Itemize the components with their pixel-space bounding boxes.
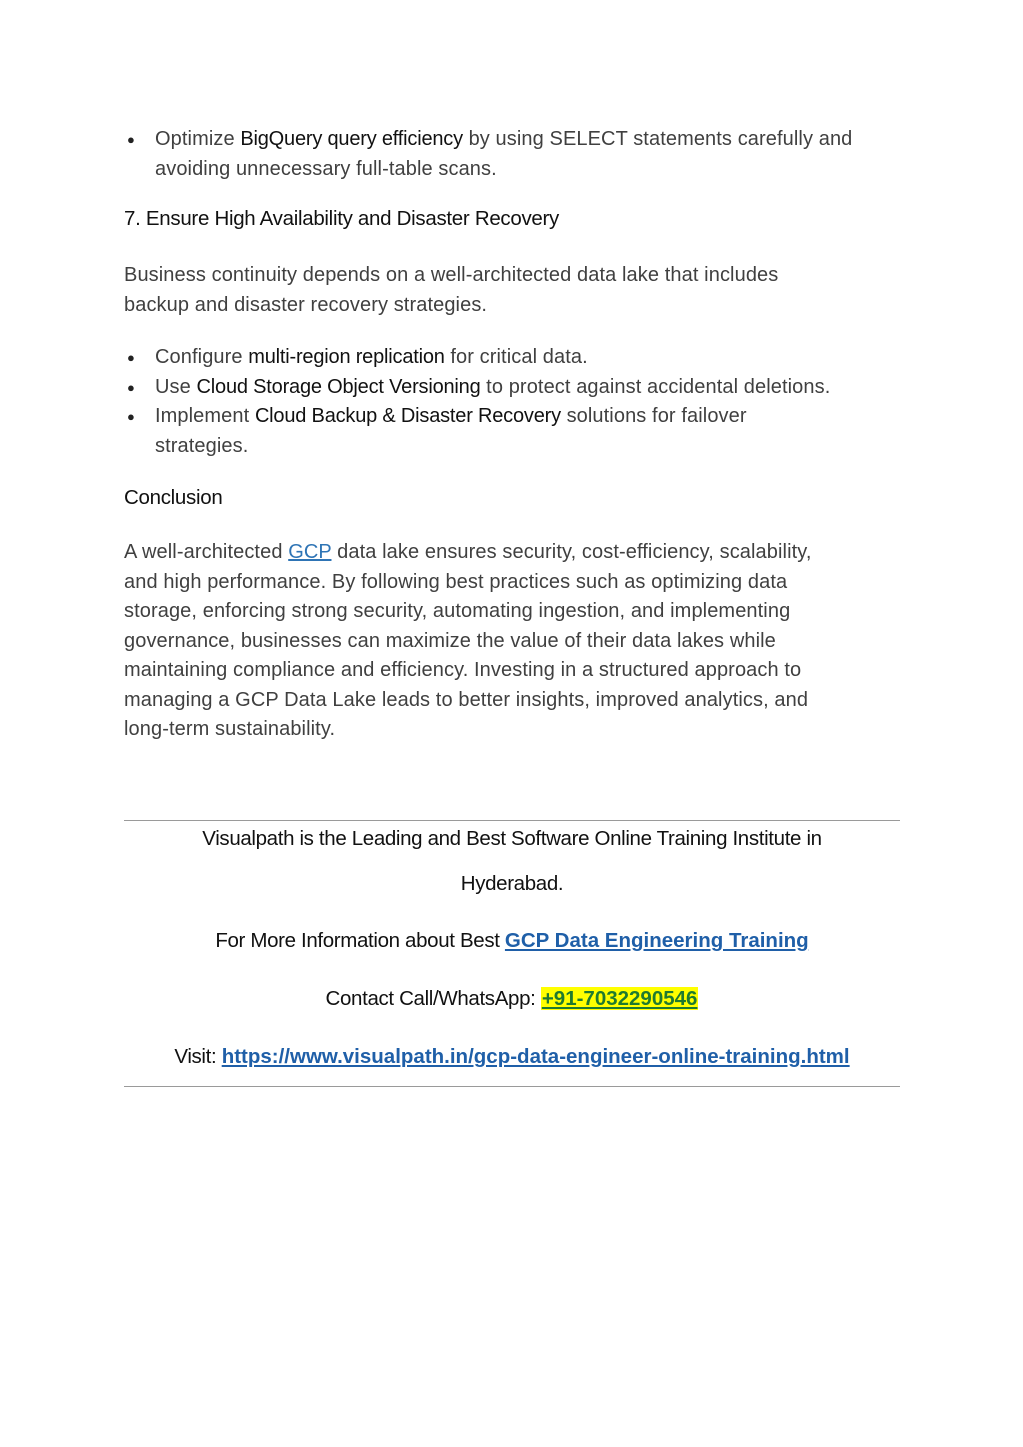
website-link[interactable]: https://www.visualpath.in/gcp-data-engineer-online-training.html bbox=[221, 1045, 850, 1068]
bullet-text-pre: Configure bbox=[155, 346, 249, 368]
paragraph-line: maintaining compliance and efficiency. Investing in a structured approach to bbox=[124, 659, 802, 681]
bullet-text-post: to protect against accidental deletions. bbox=[480, 375, 831, 398]
footer-contact-line bbox=[124, 987, 900, 1011]
visit-label: Visit: bbox=[174, 1045, 222, 1068]
list-item bbox=[124, 402, 900, 461]
bullet-icon: ● bbox=[127, 409, 135, 424]
paragraph-line: data lake ensures security, cost-efficiency, scalability, bbox=[331, 541, 812, 563]
bullet-icon: ● bbox=[127, 379, 135, 395]
paragraph-line: managing a GCP Data Lake leads to better insights, improved analytics, and bbox=[124, 688, 809, 711]
paragraph-line: backup and disaster recovery strategies. bbox=[124, 293, 488, 316]
bullet-text-post: by using SELECT statements carefully and bbox=[462, 128, 853, 150]
paragraph-line: governance, businesses can maximize the value of their data lakes while bbox=[124, 629, 776, 652]
bullet-text-pre: Optimize bbox=[155, 128, 241, 150]
paragraph-line: storage, enforcing strong security, automating ingestion, and implementing bbox=[124, 600, 791, 622]
list-item bbox=[124, 373, 900, 403]
paragraph-line: Business continuity depends on a well-architected data lake that includes bbox=[124, 264, 779, 286]
phone-link[interactable]: +91-7032290546 bbox=[541, 987, 698, 1010]
promo-footer-box bbox=[124, 820, 900, 1087]
footer-tagline: Visualpath is the Leading and Best Software Online Training Institute in bbox=[202, 827, 822, 850]
bullet-text-continued: avoiding unnecessary full-table scans. bbox=[155, 157, 497, 180]
list-item bbox=[124, 343, 900, 373]
bullet-icon: ● bbox=[127, 350, 135, 365]
footer-visit-line bbox=[124, 1045, 900, 1069]
bullet-emphasis: Cloud Backup & Disaster Recovery bbox=[254, 405, 561, 427]
paragraph-line: long-term sustainability. bbox=[124, 718, 336, 740]
footer-info-line bbox=[124, 929, 900, 953]
paragraph-text: A well-architected bbox=[124, 541, 289, 563]
bullet-text-continued: strategies. bbox=[155, 434, 249, 457]
info-label: For More Information about Best bbox=[215, 929, 505, 952]
footer-location: Hyderabad. bbox=[460, 872, 564, 895]
bullet-emphasis: BigQuery query efficiency bbox=[240, 128, 463, 150]
bullet-icon: ● bbox=[127, 132, 135, 147]
bullet-list-section6 bbox=[124, 125, 900, 184]
conclusion-paragraph bbox=[124, 538, 884, 745]
training-link[interactable]: GCP Data Engineering Training bbox=[504, 929, 809, 952]
bullet-text-pre: Implement bbox=[155, 405, 255, 427]
bullet-text-pre: Use bbox=[155, 375, 197, 398]
bullet-text-post: solutions for failover bbox=[560, 405, 747, 427]
section-heading: 7. Ensure High Availability and Disaster Recovery bbox=[124, 207, 559, 230]
gcp-link[interactable]: GCP bbox=[288, 541, 332, 563]
bullet-emphasis: multi-region replication bbox=[248, 346, 445, 368]
section-paragraph bbox=[124, 261, 884, 320]
list-item bbox=[124, 125, 900, 184]
paragraph-line: and high performance. By following best practices such as optimizing data bbox=[124, 570, 788, 593]
bullet-text-post: for critical data. bbox=[444, 346, 588, 368]
bullet-list-section7 bbox=[124, 343, 900, 461]
contact-label: Contact Call/WhatsApp: bbox=[325, 987, 541, 1010]
bullet-emphasis: Cloud Storage Object Versioning bbox=[196, 375, 481, 398]
conclusion-heading: Conclusion bbox=[124, 486, 223, 509]
